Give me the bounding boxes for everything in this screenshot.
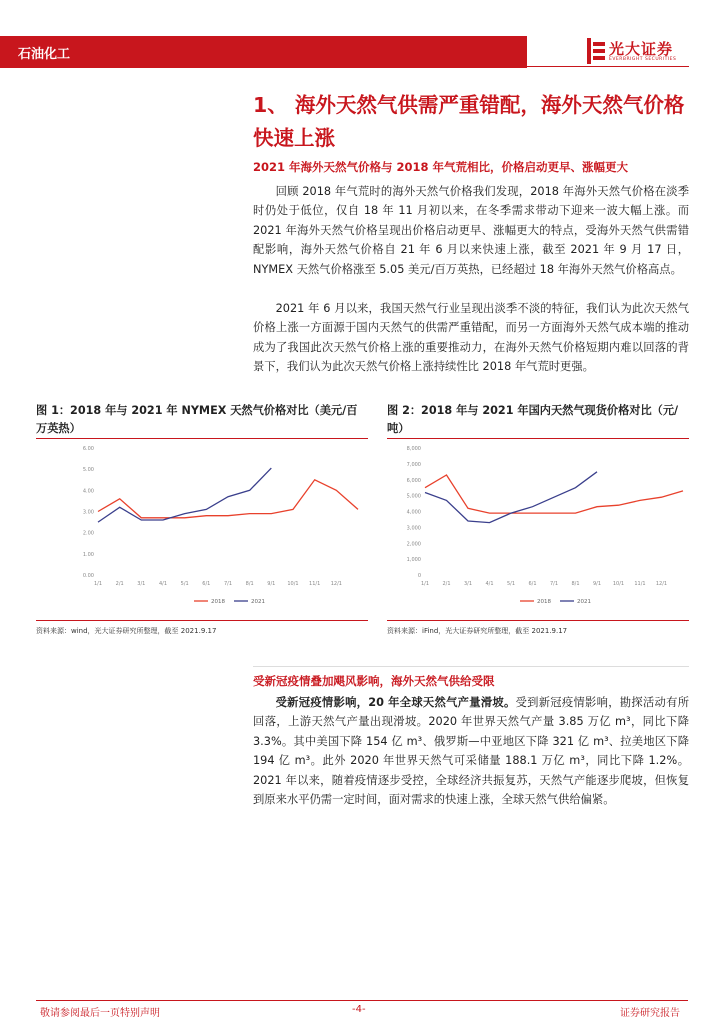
paragraph-2: 2021 年 6 月以来，我国天然气行业呈现出淡季不淡的特征，我们认为此次天然气价格上涨一方面源于国内天然气的供需严重错配，而另一方面海外天然气成本端的推动成为了我国此次天然气价格上涨的重要推动力，在海外天然气价格短期内难以回落的背景下，我们认为此次天然气价格上涨持续性比 2018 年气荒时更强。 bbox=[253, 302, 689, 374]
y-tick-label: 8,000 bbox=[406, 446, 421, 452]
x-tick-label: 3/1 bbox=[137, 581, 146, 587]
x-tick-label: 4/1 bbox=[158, 581, 168, 587]
paragraph-3-lead: 受新冠疫情影响，20 年全球天然气产量滑坡。 bbox=[275, 696, 516, 709]
y-tick-label: 7,000 bbox=[406, 461, 421, 468]
x-tick-label: 5/1 bbox=[506, 581, 516, 587]
x-tick-label: 2/1 bbox=[115, 581, 124, 587]
brand-logo-icon bbox=[587, 38, 605, 64]
figure-1-chart bbox=[36, 440, 368, 620]
figure-2-bottom-rule bbox=[387, 620, 689, 621]
x-tick-label: 8/1 bbox=[571, 581, 580, 587]
x-tick-label: 3/1 bbox=[463, 581, 473, 587]
y-tick-label: 6.00 bbox=[82, 446, 94, 452]
footer-report-type: 证券研究报告 bbox=[620, 1008, 680, 1019]
figure-1-title: 图 1：2018 年与 2021 年 NYMEX 天然气价格对比（美元/百万英热） bbox=[36, 404, 358, 435]
series-line-2018 bbox=[98, 480, 358, 518]
x-tick-label: 6/1 bbox=[202, 581, 211, 587]
brand-name: 光大证券 bbox=[609, 40, 674, 58]
subheading-2: 受新冠疫情叠加飓风影响，海外天然气供给受限 bbox=[253, 674, 495, 688]
footer-rule bbox=[36, 1000, 688, 1001]
page-number: -4- bbox=[352, 1004, 366, 1015]
figure-1-bottom-rule bbox=[36, 620, 368, 621]
y-tick-label: 5,000 bbox=[406, 493, 421, 500]
x-tick-label: 8/1 bbox=[245, 581, 254, 587]
x-tick-label: 4/1 bbox=[485, 581, 494, 587]
y-tick-label: 5.00 bbox=[82, 467, 94, 474]
series-line-2021 bbox=[425, 472, 597, 523]
figure-2-title: 图 2：2018 年与 2021 年国内天然气现货价格对比（元/吨） bbox=[387, 404, 679, 435]
x-tick-label: 6/1 bbox=[528, 581, 537, 587]
paragraph-1: 回顾 2018 年气荒时的海外天然气价格我们发现，2018 年海外天然气价格在淡季时仍处于低位，仅自 18 年 11 月初以来，在冬季需求带动下迎来一波大幅上涨。而 2021 年海外天然气价格呈现出价格启动更早、涨幅更大的特点，受海外天然气供需错配影响，海外天然气价格自 21 年 6 月以来快速上涨，截至 2021 年 9 月 17 日， NYMEX 天然气价格涨至 5.05 美元/百万英热，已经超过 18 年海外天然气价格高点。 bbox=[253, 185, 689, 276]
y-tick-label: 1.00 bbox=[82, 551, 94, 558]
section-title: 1、 海外天然气供需严重错配，海外天然气价格快速上涨 bbox=[253, 93, 685, 150]
figure-2-rule bbox=[387, 438, 689, 439]
legend-label-2018: 2018 bbox=[211, 599, 225, 605]
subheading-2-rule bbox=[253, 666, 689, 667]
figure-1-source: 资料来源：wind，光大证券研究所整理，截至 2021.9.17 bbox=[36, 627, 217, 635]
y-tick-label: 4,000 bbox=[406, 509, 421, 516]
section-banner bbox=[0, 36, 527, 68]
y-tick-label: 2,000 bbox=[406, 541, 421, 548]
paragraph-3-body: 受到新冠疫情影响，勘探活动有所回落，上游天然气产量出现滑坡。2020 年世界天然气产量 3.85 万亿 m³，同比下降 3.3%。其中美国下降 154 亿 m³、俄罗斯—中亚地区下降 321 亿 m³、拉美地区下降 194 亿 m³。此外 2020 年世界天然气可采储量 188.1 万亿 m³，同比下降 1.2%。2021 年以来，随着疫情逐步受控，全球经济共振复苏，天然气产能逐步爬坡，但恢复到原来水平仍需一定时间，面对需求的快速上涨，全球天然气供给偏紧。 bbox=[253, 696, 689, 807]
legend-label-2018: 2018 bbox=[537, 599, 551, 605]
y-tick-label: 1,000 bbox=[406, 557, 421, 564]
y-tick-label: 4.00 bbox=[82, 488, 94, 495]
y-tick-label: 0 bbox=[417, 573, 421, 579]
x-tick-label: 5/1 bbox=[180, 581, 189, 587]
series-line-2018 bbox=[425, 475, 683, 513]
brand-subtitle: EVERBRIGHT SECURITIES bbox=[609, 57, 677, 62]
y-tick-label: 0.00 bbox=[82, 573, 94, 579]
y-tick-label: 3,000 bbox=[406, 525, 421, 532]
section-label: 石油化工 bbox=[18, 47, 71, 62]
x-tick-label: 9/1 bbox=[592, 581, 602, 587]
x-tick-label: 7/1 bbox=[549, 581, 559, 587]
paragraph-3 bbox=[253, 693, 689, 809]
subheading-1: 2021 年海外天然气价格与 2018 年气荒相比，价格启动更早、涨幅更大 bbox=[253, 160, 629, 174]
x-tick-label: 12/1 bbox=[655, 581, 668, 587]
y-tick-label: 6,000 bbox=[406, 477, 421, 484]
x-tick-label: 9/1 bbox=[267, 581, 276, 587]
x-tick-label: 11/1 bbox=[634, 581, 646, 587]
x-tick-label: 10/1 bbox=[287, 581, 299, 587]
header-rule bbox=[527, 66, 689, 67]
x-tick-label: 10/1 bbox=[612, 581, 625, 587]
footer-disclaimer: 敬请参阅最后一页特别声明 bbox=[40, 1008, 160, 1019]
y-tick-label: 3.00 bbox=[82, 509, 94, 516]
figure-1-rule bbox=[36, 438, 368, 439]
x-tick-label: 1/1 bbox=[420, 581, 430, 587]
x-tick-label: 1/1 bbox=[93, 581, 103, 587]
x-tick-label: 2/1 bbox=[442, 581, 451, 587]
x-tick-label: 12/1 bbox=[330, 581, 342, 587]
legend-label-2021: 2021 bbox=[251, 599, 265, 605]
legend-label-2021: 2021 bbox=[577, 599, 591, 605]
y-tick-label: 2.00 bbox=[82, 530, 94, 537]
x-tick-label: 11/1 bbox=[309, 581, 321, 587]
figure-2-chart bbox=[387, 440, 689, 620]
figure-2-source: 资料来源：iFind，光大证券研究所整理，截至 2021.9.17 bbox=[387, 627, 568, 635]
x-tick-label: 7/1 bbox=[223, 581, 233, 587]
